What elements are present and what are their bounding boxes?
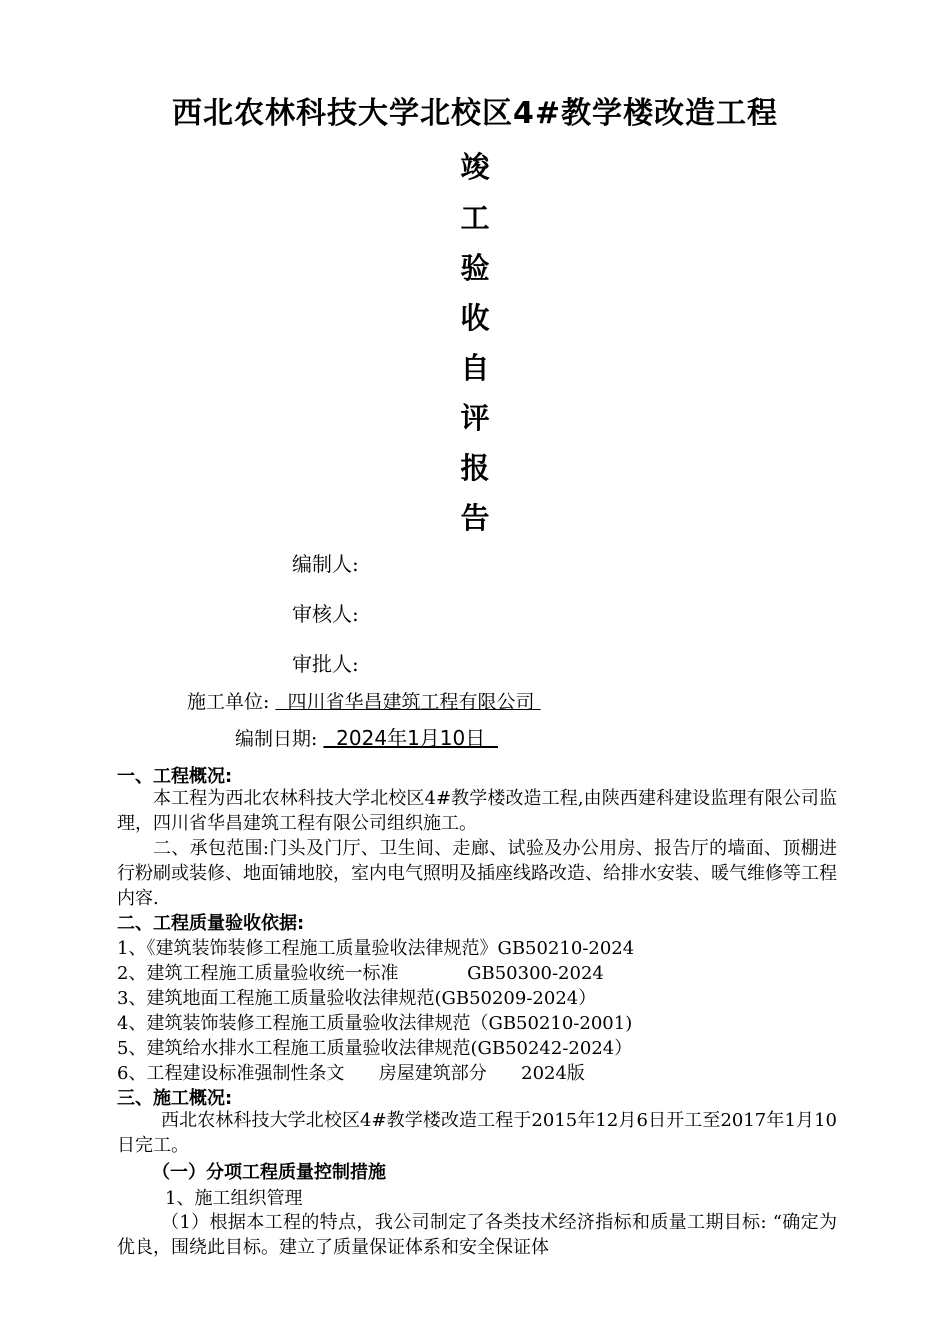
vertical-title-char: 评 — [460, 401, 490, 435]
section3-subitem: 1、施工组织管理 — [165, 1188, 303, 1209]
contractor-label: 施工单位: — [187, 691, 270, 713]
approver-label: 审批人: — [292, 652, 359, 676]
reference-item: 5、建筑给水排水工程施工质量验收法律规范(GB50242-2024） — [117, 1038, 633, 1059]
date-field — [235, 722, 498, 751]
compiler-label: 编制人: — [292, 552, 359, 576]
section1-paragraph-1: 本工程为西北农林科技大学北校区4#教学楼改造工程,由陕西建科建设监理有限公司监理，四川省华昌建筑工程有限公司组织施工。 — [117, 788, 837, 834]
document-title: 西北农林科技大学北校区4#教学楼改造工程 — [171, 96, 778, 131]
section3-heading: 三、施工概况: — [117, 1088, 233, 1109]
reference-item: 1、《建筑装饰装修工程施工质量验收法律规范》GB50210-2024 — [117, 938, 635, 959]
reviewer-field — [292, 598, 359, 627]
date-value: 2024年1月10日 — [323, 726, 498, 750]
reviewer-label: 审核人: — [292, 602, 359, 626]
contractor-value: 四川省华昌建筑工程有限公司 — [275, 691, 541, 713]
approver-field — [292, 648, 359, 677]
compiler-field — [292, 548, 359, 577]
vertical-title-char: 工 — [460, 201, 490, 235]
reference-item: 4、建筑装饰装修工程施工质量验收法律规范（GB50210-2001) — [117, 1013, 633, 1034]
section2-heading: 二、工程质量验收依据: — [117, 913, 305, 934]
reference-item: 6、工程建设标准强制性条文 房屋建筑部分 2024版 — [117, 1063, 585, 1084]
section3-paragraph-1: 西北农林科技大学北校区4#教学楼改造工程于2015年12月6日开工至2017年1月10日完工。 — [117, 1110, 837, 1156]
section1-paragraph-2: 二、承包范围:门头及门厅、卫生间、走廊、试验及办公用房、报告厅的墙面、顶棚进行粉刷或装修、地面铺地胶，室内电气照明及插座线路改造、给排水安装、暖气维修等工程内容. — [117, 838, 837, 909]
vertical-title-char: 自 — [460, 351, 490, 385]
vertical-title-char: 验 — [460, 251, 490, 285]
vertical-title-char: 告 — [460, 501, 490, 535]
section1-heading: 一、工程概况: — [117, 766, 233, 787]
section3-paragraph-2: （1）根据本工程的特点，我公司制定了各类技术经济指标和质量工期目标: “确定为优良，围绕此目标。建立了质量保证体系和安全保证体 — [117, 1212, 837, 1258]
vertical-title-char: 竣 — [460, 150, 490, 184]
reference-item: 3、建筑地面工程施工质量验收法律规范(GB50209-2024） — [117, 988, 597, 1009]
date-label: 编制日期: — [235, 728, 318, 750]
reference-item: 2、建筑工程施工质量验收统一标准 GB50300-2024 — [117, 963, 604, 984]
section3-subheading: （一）分项工程质量控制措施 — [152, 1162, 386, 1183]
vertical-title-char: 收 — [460, 301, 490, 335]
contractor-field — [187, 687, 541, 714]
vertical-title-char: 报 — [460, 451, 490, 485]
